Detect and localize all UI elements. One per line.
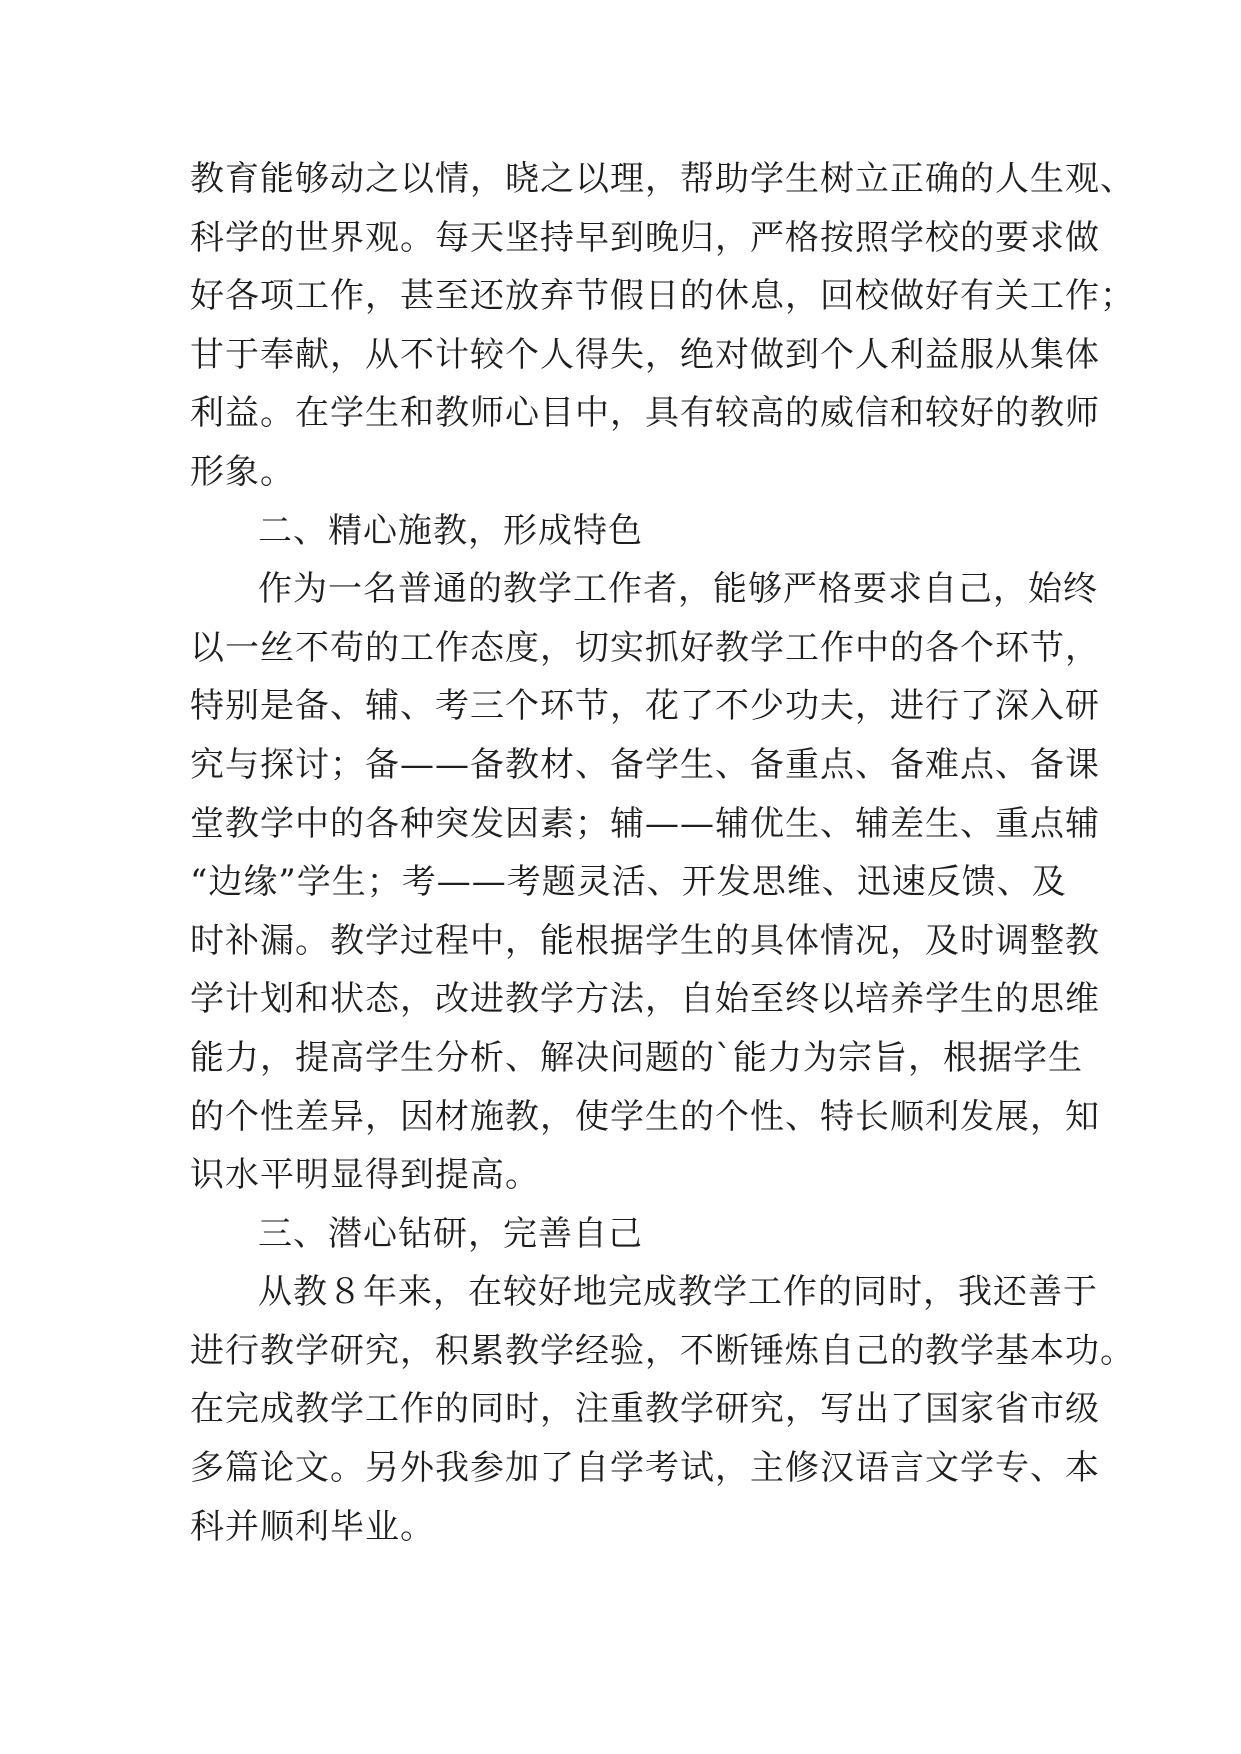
document-body xyxy=(190,150,1135,1556)
text-line: 的个性差异，因材施教，使学生的个性、特长顺利发展，知 xyxy=(190,1096,1100,1137)
text-line: 形象。 xyxy=(190,451,295,492)
text-line: 好各项工作，甚至还放弃节假日的休息，回校做好有关工作； xyxy=(190,276,1135,317)
text-line: 能力，提高学生分析、解决问题的`能力为宗旨，根据学生 xyxy=(190,1037,1083,1078)
text-line: 堂教学中的各种突发因素；辅——辅优生、辅差生、重点辅 xyxy=(190,803,1100,844)
text-line: 从教８年来，在较好地完成教学工作的同时，我还善于 xyxy=(258,1272,1098,1313)
text-line: 利益。在学生和教师心目中，具有较高的威信和较好的教师 xyxy=(190,393,1100,434)
text-line: 学计划和状态，改进教学方法，自始至终以培养学生的思维 xyxy=(190,979,1100,1020)
text-line: 在完成教学工作的同时，注重教学研究，写出了国家省市级 xyxy=(190,1389,1100,1430)
section-heading: 三、潜心钻研，完善自己 xyxy=(258,1213,643,1254)
text-line: 特别是备、辅、考三个环节，花了不少功夫，进行了深入研 xyxy=(190,686,1100,727)
text-line: 科学的世界观。每天坚持早到晚归，严格按照学校的要求做 xyxy=(190,217,1100,258)
text-line: 多篇论文。另外我参加了自学考试，主修汉语言文学专、本 xyxy=(190,1448,1100,1489)
text-line: 究与探讨；备——备教材、备学生、备重点、备难点、备课 xyxy=(190,744,1100,785)
section-heading: 二、精心施教，形成特色 xyxy=(258,510,643,551)
text-line: 科并顺利毕业。 xyxy=(190,1506,435,1547)
text-line: 进行教学研究，积累教学经验，不断锤炼自己的教学基本功。 xyxy=(190,1330,1135,1371)
text-line: “边缘”学生；考——考题灵活、开发思维、迅速反馈、及 xyxy=(190,862,1067,903)
text-line: 识水平明显得到提高。 xyxy=(190,1155,540,1196)
text-line: 教育能够动之以情，晓之以理，帮助学生树立正确的人生观、 xyxy=(190,159,1135,199)
text-line: 以一丝不苟的工作态度，切实抓好教学工作中的各个环节， xyxy=(190,627,1100,668)
text-line: 时补漏。教学过程中，能根据学生的具体情况，及时调整教 xyxy=(190,920,1100,961)
text-line: 作为一名普通的教学工作者，能够严格要求自己，始终 xyxy=(258,569,1098,610)
text-line: 甘于奉献，从不计较个人得失，绝对做到个人利益服从集体 xyxy=(190,334,1100,375)
